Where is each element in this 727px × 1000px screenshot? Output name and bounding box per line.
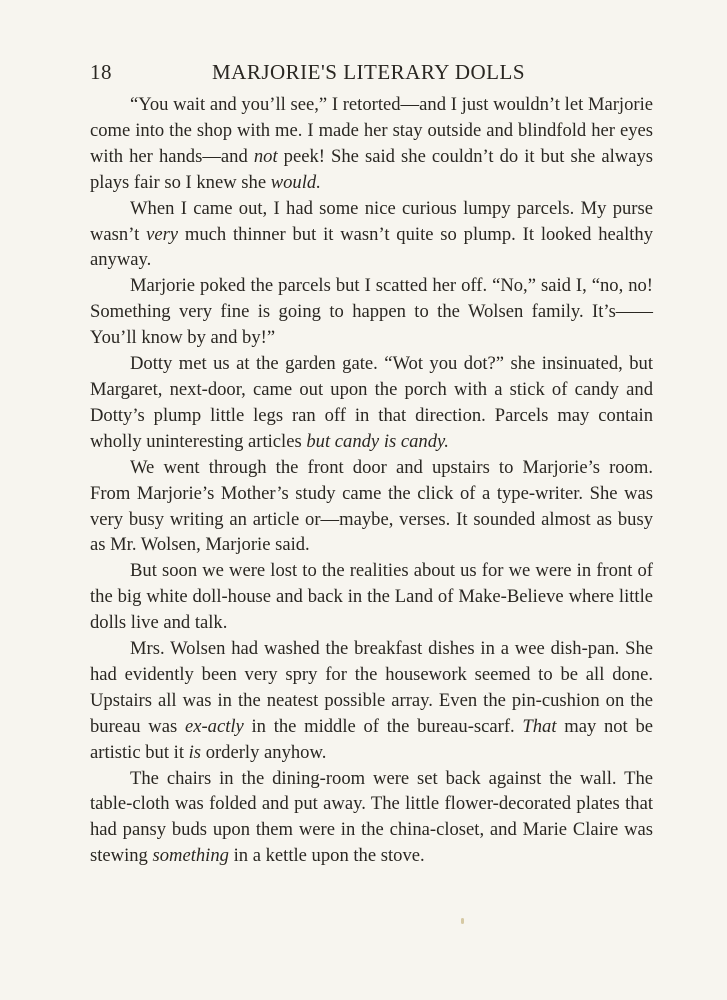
paragraph-p8 <box>90 766 653 870</box>
italic-text: not <box>253 145 278 167</box>
paragraph-p1 <box>90 92 653 196</box>
paragraph-text: We went through the front door and upstairs to Marjorie’s room. From Marjorie’s Mother’s study came the click of a type-writer. She was very busy writing an article or—maybe, verses. It sounded almost as busy as Mr. Wolsen, Marjorie said. <box>90 456 653 556</box>
paragraph-text: Mrs. Wolsen had washed the breakfast dishes in a wee dish-pan. She had evidently been very spry for the housework seemed to be all done. Upstairs all was in the neatest possible array. Even the pin-cushion on the bureau was <box>90 638 653 737</box>
body-text <box>90 92 653 869</box>
paragraph-text: much thinner but it wasn’t quite so plump. It looked healthy anyway. <box>90 223 653 271</box>
paragraph-p3 <box>90 273 653 351</box>
italic-text: That <box>522 715 557 737</box>
paragraph-text: in a kettle upon the stove. <box>228 845 425 867</box>
italic-text: ex-actly <box>184 715 244 737</box>
paragraph-text: “You wait and you’ll see,” I retorted—and I just wouldn’t let Marjorie come into the shop with me. I made her stay outside and blindfold her eyes with her hands—and <box>90 94 653 167</box>
paragraph-text: Marjorie poked the parcels but I scatted her off. “No,” said I, “no, no! Something very fine is going to happen to the Wolsen family. It’s—— You’ll know by and by!” <box>90 275 653 349</box>
italic-text: but candy is candy. <box>306 430 449 452</box>
italic-text: would. <box>270 171 321 193</box>
paragraph-text: peek! She said she couldn’t do it but she always plays fair so I knew she <box>90 145 653 193</box>
paragraph-text: orderly anyhow. <box>201 741 327 763</box>
paragraph-text: The chairs in the dining-room were set back against the wall. The table-cloth was folded and put away. The little flower-decorated plates that had pansy buds upon them were in the china-closet, and Marie Claire was stewing <box>90 767 653 867</box>
paragraph-text: But soon we were lost to the realities about us for we were in front of the big white doll-house and back in the Land of Make-Believe where little dolls live and talk. <box>90 560 653 634</box>
italic-text: something <box>152 845 229 867</box>
paragraph-p2 <box>90 196 653 274</box>
paragraph-p6 <box>90 558 653 636</box>
paragraph-p4 <box>90 351 653 455</box>
italic-text: very <box>146 223 179 245</box>
page-header <box>90 60 627 90</box>
italic-text: is <box>188 741 202 763</box>
paragraph-text: Dotty met us at the garden gate. “Wot you dot?” she insinuated, but Margaret, next-door, came out upon the porch with a stick of candy and Dotty’s plump little legs ran off in that direction. Parcels may contain wholly uninteresting articles <box>90 353 653 452</box>
running-title: MARJORIE'S LITERARY DOLLS <box>211 60 526 84</box>
paragraph-p7 <box>90 636 653 766</box>
paragraph-text: may not be artistic but it <box>90 715 653 763</box>
paper-blemish <box>461 918 464 924</box>
paragraph-text: When I came out, I had some nice curious lumpy parcels. My purse wasn’t <box>90 197 653 245</box>
paragraph-text: in the middle of the bureau-scarf. <box>243 715 523 737</box>
paragraph-p5 <box>90 455 653 559</box>
page-number: 18 <box>90 60 112 84</box>
